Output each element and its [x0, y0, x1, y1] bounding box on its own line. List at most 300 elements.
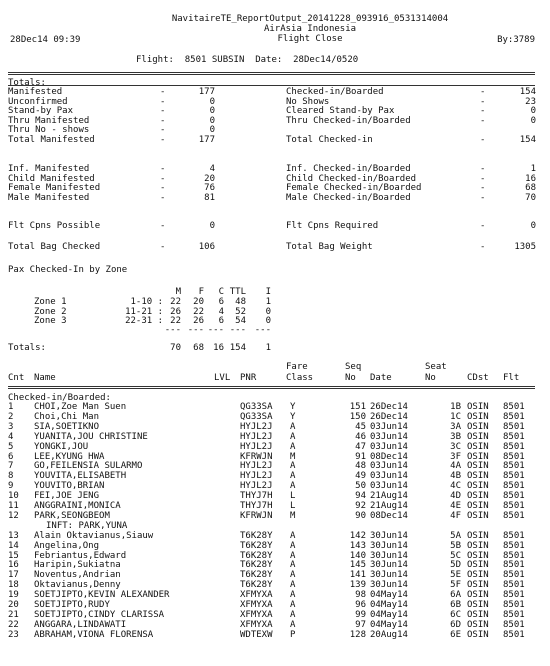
row-pnr: XFMYXA [240, 590, 273, 601]
flt-cpns-required-value: 0 [530, 221, 536, 231]
row-pnr: T6K28Y [240, 550, 273, 561]
row-fare: Y [290, 402, 296, 412]
row-date: 03Jun14 [370, 471, 408, 482]
col-fare-header-2: Class [286, 373, 314, 383]
col-seq-header-1: Seq [345, 362, 362, 372]
row-cdst: OSIN [467, 580, 489, 591]
row-fare: A [290, 471, 296, 482]
stat-dash: - [480, 115, 486, 126]
row-flt: 8501 [503, 629, 525, 640]
row-name: YUANITA,JOU CHRISTINE [34, 431, 148, 442]
stat-label: Thru Manifested [8, 115, 90, 126]
row-date: 03Jun14 [370, 431, 408, 442]
row-fare: A [290, 609, 296, 620]
zone-i-value: 0 [265, 316, 271, 326]
row-date: 04May14 [370, 619, 408, 630]
total-bag-weight-dash: - [480, 242, 486, 252]
row-cnt: 16 [8, 560, 19, 571]
row-name: Oktavianus,Denny [34, 580, 121, 591]
row-fare: A [290, 461, 296, 472]
row-cdst: OSIN [467, 609, 489, 620]
row-seq: 96 [355, 600, 366, 610]
stat-label: Child Checked-in/Boarded [286, 173, 417, 184]
zone-col-header: TTL [229, 287, 246, 297]
zone-col-header: I [265, 287, 271, 297]
row-cnt: 20 [8, 600, 19, 610]
zone-m-value: 26 [170, 306, 181, 317]
zone-total-i: 1 [265, 343, 271, 353]
stat-label: Male Manifested [8, 192, 90, 203]
row-pnr: T6K28Y [240, 530, 273, 541]
stat-dash: - [160, 125, 166, 135]
zone-dash: --- [229, 325, 246, 335]
row-seq: 49 [355, 471, 366, 482]
row-seq: 91 [355, 451, 366, 462]
row-name: ABRAHAM,VIONA FLORENSA [34, 629, 154, 640]
zone-totals-label: Totals: [8, 343, 46, 353]
row-pnr: HYJL2J [240, 481, 273, 492]
total-bag-checked-value: 106 [198, 242, 215, 252]
row-seat: 6A [450, 590, 461, 601]
stat-value: 0 [209, 96, 215, 107]
row-fare: A [290, 560, 296, 571]
row-fare: A [290, 481, 296, 492]
row-fare: A [290, 600, 296, 610]
zone-range: 1-10 : [130, 297, 163, 307]
row-pnr: WDTEXW [240, 629, 273, 640]
stat-dash: - [160, 192, 166, 203]
stat-label: Female Manifested [8, 183, 101, 193]
stat-label: Male Checked-in/Boarded [286, 192, 411, 203]
zone-c-value: 6 [218, 297, 224, 307]
stat-value: 177 [198, 87, 215, 97]
row-pnr: QG33SA [240, 402, 273, 412]
row-pnr: HYJL2J [240, 441, 273, 452]
zone-m-value: 22 [170, 297, 181, 307]
totals-rule [8, 85, 535, 86]
stat-value: 0 [530, 115, 536, 126]
row-seat: 5C [450, 550, 461, 561]
row-fare: L [290, 491, 296, 502]
stat-label: Inf. Checked-in/Boarded [286, 164, 411, 174]
stat-dash: - [160, 115, 166, 126]
row-fare: A [290, 421, 296, 432]
total-bag-checked-dash: - [160, 242, 166, 252]
row-pnr: T6K28Y [240, 540, 273, 551]
row-date: 30Jun14 [370, 560, 408, 571]
row-fare: M [290, 510, 296, 521]
row-cnt: 2 [8, 411, 14, 422]
row-pnr: XFMYXA [240, 609, 273, 620]
stat-dash: - [160, 106, 166, 116]
stat-label: No Shows [286, 96, 330, 107]
row-seq: 139 [349, 580, 366, 591]
stat-dash: - [160, 134, 166, 145]
stat-dash: - [160, 164, 166, 174]
row-date: 30Jun14 [370, 540, 408, 551]
row-fare: A [290, 619, 296, 630]
row-date: 04May14 [370, 600, 408, 610]
stat-dash: - [480, 164, 486, 174]
stat-label: Thru Checked-in/Boarded [286, 115, 411, 126]
total-bag-weight-label: Total Bag Weight [286, 242, 373, 252]
zone-dash: --- [207, 325, 224, 335]
row-flt: 8501 [503, 560, 525, 571]
row-name: PARK,SEONGBEOM [34, 510, 110, 521]
total-bag-weight-value: 1305 [514, 242, 536, 252]
stat-label: Child Manifested [8, 173, 95, 184]
row-cnt: 5 [8, 441, 14, 452]
stat-value: 16 [525, 173, 536, 184]
row-cnt: 13 [8, 530, 19, 541]
stat-value: 68 [525, 183, 536, 193]
zone-dash: --- [254, 325, 271, 335]
row-pnr: HYJL2J [240, 471, 273, 482]
row-cnt: 10 [8, 491, 19, 502]
zone-name: Zone 1 [34, 297, 67, 307]
stat-value: 0 [209, 106, 215, 116]
row-cnt: 15 [8, 550, 19, 561]
row-cdst: OSIN [467, 600, 489, 610]
zone-dash: --- [164, 325, 181, 335]
flt-cpns-required-label: Flt Cpns Required [286, 221, 379, 231]
zone-total-ttl: 154 [229, 343, 246, 353]
zone-name: Zone 2 [34, 306, 67, 317]
row-cdst: OSIN [467, 461, 489, 472]
row-date: 03Jun14 [370, 481, 408, 492]
row-name: ANGGARA,LINDAWATI [34, 619, 127, 630]
row-seq: 143 [349, 540, 366, 551]
row-flt: 8501 [503, 510, 525, 521]
stat-value: 81 [204, 192, 215, 203]
stat-value: 23 [525, 96, 536, 107]
row-cnt: 14 [8, 540, 19, 551]
row-seat: 4B [450, 471, 461, 482]
row-cnt: 6 [8, 451, 14, 462]
row-flt: 8501 [503, 550, 525, 561]
row-fare: A [290, 580, 296, 591]
stat-label: Unconfirmed [8, 96, 68, 107]
row-fare: A [290, 540, 296, 551]
row-seq: 142 [349, 530, 366, 541]
zone-total-m: 70 [170, 343, 181, 353]
row-pnr: QG33SA [240, 411, 273, 422]
row-seat: 1C [450, 411, 461, 422]
row-seq: 151 [349, 402, 366, 412]
row-seq: 150 [349, 411, 366, 422]
row-flt: 8501 [503, 491, 525, 502]
stat-dash: - [160, 87, 166, 97]
row-seq: 45 [355, 421, 366, 432]
zone-c-value: 6 [218, 316, 224, 326]
row-seat: 3A [450, 421, 461, 432]
flt-cpns-possible-label: Flt Cpns Possible [8, 221, 101, 231]
row-cdst: OSIN [467, 441, 489, 452]
row-seq: 92 [355, 501, 366, 511]
row-cnt: 23 [8, 629, 19, 640]
stat-value: 20 [204, 173, 215, 184]
row-seat: 3C [450, 441, 461, 452]
row-flt: 8501 [503, 530, 525, 541]
report-datetime: 28Dec14 09:39 [10, 35, 81, 45]
row-cnt: 7 [8, 461, 14, 472]
stat-dash: - [480, 96, 486, 107]
row-cdst: OSIN [467, 501, 489, 511]
stat-label: Thru No - shows [8, 125, 90, 135]
row-name: Febriantus,Edward [34, 550, 127, 561]
row-fare: A [290, 441, 296, 452]
zone-c-value: 4 [218, 306, 224, 317]
row-seq: 98 [355, 590, 366, 601]
stat-dash: - [480, 106, 486, 116]
stat-dash: - [160, 96, 166, 107]
row-cnt: 1 [8, 402, 14, 412]
row-seq: 97 [355, 619, 366, 630]
row-seq: 145 [349, 560, 366, 571]
row-date: 26Dec14 [370, 411, 408, 422]
zone-total-c: 16 [213, 343, 224, 353]
row-flt: 8501 [503, 451, 525, 462]
total-bag-checked-label: Total Bag Checked [8, 242, 101, 252]
row-cdst: OSIN [467, 550, 489, 561]
row-fare: L [290, 501, 296, 511]
row-seq: 46 [355, 431, 366, 442]
row-date: 08Dec14 [370, 451, 408, 462]
row-seat: 6C [450, 609, 461, 620]
row-date: 26Dec14 [370, 402, 408, 412]
row-fare: M [290, 451, 296, 462]
flight-line: Flight: 8501 SUBSIN Date: 28Dec14/0520 [136, 55, 359, 65]
col-cnt-header: Cnt [8, 373, 25, 383]
row-flt: 8501 [503, 481, 525, 492]
zone-col-header: C [218, 287, 224, 297]
stat-dash: - [160, 183, 166, 193]
row-cdst: OSIN [467, 451, 489, 462]
row-cnt: 22 [8, 619, 19, 630]
row-cnt: 17 [8, 570, 19, 581]
row-date: 21Aug14 [370, 501, 408, 511]
row-seat: 4D [450, 491, 461, 502]
table-header-rule [8, 386, 535, 389]
row-seat: 4F [450, 510, 461, 521]
row-flt: 8501 [503, 570, 525, 581]
row-seq: 140 [349, 550, 366, 561]
row-pnr: XFMYXA [240, 619, 273, 630]
row-seq: 50 [355, 481, 366, 492]
zone-name: Zone 3 [34, 316, 67, 326]
row-flt: 8501 [503, 411, 525, 422]
row-fare: A [290, 431, 296, 442]
row-cdst: OSIN [467, 471, 489, 482]
col-seat-header-1: Seat [425, 362, 447, 372]
row-name: YONGKI,JOU [34, 441, 89, 452]
flt-cpns-required-dash: - [480, 221, 486, 231]
flt-cpns-possible-value: 0 [209, 221, 215, 231]
row-name: GO,FEILENSIA SULARMO [34, 461, 143, 472]
row-seq: 128 [349, 629, 366, 640]
row-cnt: 4 [8, 431, 14, 442]
stat-label: Cleared Stand-by Pax [286, 106, 395, 116]
zone-ttl-value: 48 [235, 297, 246, 307]
row-cnt: 3 [8, 421, 14, 432]
row-seat: 3F [450, 451, 461, 462]
row-flt: 8501 [503, 600, 525, 610]
col-seq-header-2: No [345, 373, 356, 383]
row-cdst: OSIN [467, 402, 489, 412]
row-date: 04May14 [370, 590, 408, 601]
checked-in-section-label: Checked-in/Boarded: [8, 393, 111, 403]
row-seq: 99 [355, 609, 366, 620]
row-name: YOUVITO,BRIAN [34, 481, 105, 492]
flt-cpns-possible-dash: - [160, 221, 166, 231]
row-cdst: OSIN [467, 411, 489, 422]
row-date: 03Jun14 [370, 441, 408, 452]
row-pnr: HYJL2J [240, 421, 273, 432]
row-name: Alain Oktavianus,Siauw [34, 530, 154, 541]
stat-dash: - [480, 173, 486, 184]
airline-name: AirAsia Indonesia [263, 24, 357, 34]
stat-label: Inf. Manifested [8, 164, 90, 174]
row-flt: 8501 [503, 540, 525, 551]
row-name: SOETJIPTO,KEVIN ALEXANDER [34, 590, 170, 601]
row-cdst: OSIN [467, 421, 489, 432]
row-fare: A [290, 570, 296, 581]
row-date: 30Jun14 [370, 530, 408, 541]
row-pnr: THYJ7H [240, 491, 273, 502]
zone-ttl-value: 52 [235, 306, 246, 317]
row-name: Haripin,Sukiatna [34, 560, 121, 571]
row-flt: 8501 [503, 421, 525, 432]
row-flt: 8501 [503, 441, 525, 452]
row-cdst: OSIN [467, 590, 489, 601]
row-seat: 6D [450, 619, 461, 630]
row-pnr: HYJL2J [240, 461, 273, 472]
row-flt: 8501 [503, 431, 525, 442]
row-flt: 8501 [503, 580, 525, 591]
stat-value: 4 [209, 164, 215, 174]
row-seq: 47 [355, 441, 366, 452]
row-cnt: 11 [8, 501, 19, 511]
zone-f-value: 22 [193, 306, 204, 317]
zone-range: 11-21 : [125, 306, 163, 317]
stat-value: 70 [525, 192, 536, 203]
report-file-name: NavitaireTE_ReportOutput_20141228_093916_0531314004 [171, 14, 449, 24]
col-cdst-header: CDst [467, 373, 489, 383]
zone-m-value: 22 [170, 316, 181, 326]
row-seat: 6B [450, 600, 461, 610]
row-pnr: HYJL2J [240, 431, 273, 442]
stat-value: 76 [204, 183, 215, 193]
stat-dash: - [480, 87, 486, 97]
row-cdst: OSIN [467, 491, 489, 502]
row-fare: P [290, 629, 296, 640]
row-pnr: T6K28Y [240, 570, 273, 581]
row-seat: 5D [450, 560, 461, 571]
row-seat: 5B [450, 540, 461, 551]
row-name: CHOI,Zoe Man Suen [34, 402, 127, 412]
zone-i-value: 0 [265, 306, 271, 317]
col-flt-header: Flt [503, 373, 520, 383]
col-date-header: Date [370, 373, 392, 383]
row-seat: 4A [450, 461, 461, 472]
row-cdst: OSIN [467, 530, 489, 541]
stat-value: 154 [519, 134, 536, 145]
row-flt: 8501 [503, 619, 525, 630]
row-pnr: KFRWJN [240, 510, 273, 521]
row-name: SOETJIPTO,RUDY [34, 600, 110, 610]
row-pnr: THYJ7H [240, 501, 273, 511]
zone-total-f: 68 [193, 343, 204, 353]
zone-i-value: 1 [265, 297, 271, 307]
stat-value: 0 [209, 115, 215, 126]
row-seat: 3B [450, 431, 461, 442]
row-cdst: OSIN [467, 560, 489, 571]
row-name: SIA,SOETIKNO [34, 421, 100, 432]
row-seat: 5E [450, 570, 461, 581]
report-user: By:3789 [497, 35, 535, 45]
row-fare: Y [290, 411, 296, 422]
row-name: INFT: PARK,YUNA [46, 520, 128, 531]
row-flt: 8501 [503, 461, 525, 472]
row-date: 08Dec14 [370, 510, 408, 521]
row-cdst: OSIN [467, 570, 489, 581]
row-seat: 4C [450, 481, 461, 492]
stat-label: Manifested [8, 87, 63, 97]
col-name-header: Name [34, 373, 56, 383]
row-date: 04May14 [370, 609, 408, 620]
zone-col-header: M [175, 287, 181, 297]
stat-label: Checked-in/Boarded [286, 87, 384, 97]
zone-dash: --- [187, 325, 204, 335]
stat-dash: - [480, 183, 486, 193]
zone-f-value: 26 [193, 316, 204, 326]
row-name: SOETJIPTO,CINDY CLARISSA [34, 609, 165, 620]
row-cnt: 18 [8, 580, 19, 591]
stat-label: Stand-by Pax [8, 106, 74, 116]
row-seq: 94 [355, 491, 366, 502]
stat-label: Total Checked-in [286, 134, 373, 145]
row-name: Noventus,Andrian [34, 570, 121, 581]
row-flt: 8501 [503, 402, 525, 412]
row-cdst: OSIN [467, 431, 489, 442]
row-fare: A [290, 590, 296, 601]
row-flt: 8501 [503, 590, 525, 601]
col-seat-header-2: No [425, 373, 436, 383]
stat-value: 1 [530, 164, 536, 174]
header-rule [8, 72, 535, 75]
row-name: LEE,KYUNG HWA [34, 451, 105, 462]
row-name: Angelina,Ong [34, 540, 100, 551]
zone-ttl-value: 54 [235, 316, 246, 326]
row-seq: 48 [355, 461, 366, 472]
zone-col-header: F [198, 287, 204, 297]
row-flt: 8501 [503, 471, 525, 482]
row-seq: 90 [355, 510, 366, 521]
row-seat: 5F [450, 580, 461, 591]
report-title: Flight Close [277, 34, 343, 44]
row-seq: 141 [349, 570, 366, 581]
stat-label: Total Manifested [8, 134, 95, 145]
row-cdst: OSIN [467, 629, 489, 640]
row-date: 20Aug14 [370, 629, 408, 640]
stat-label: Female Checked-in/Boarded [286, 183, 422, 193]
row-name: ANGGRAINI,MONICA [34, 501, 121, 511]
row-pnr: XFMYXA [240, 600, 273, 610]
row-date: 30Jun14 [370, 550, 408, 561]
stat-value: 0 [209, 125, 215, 135]
row-cnt: 19 [8, 590, 19, 601]
zone-section-title: Pax Checked-In by Zone [8, 265, 128, 275]
